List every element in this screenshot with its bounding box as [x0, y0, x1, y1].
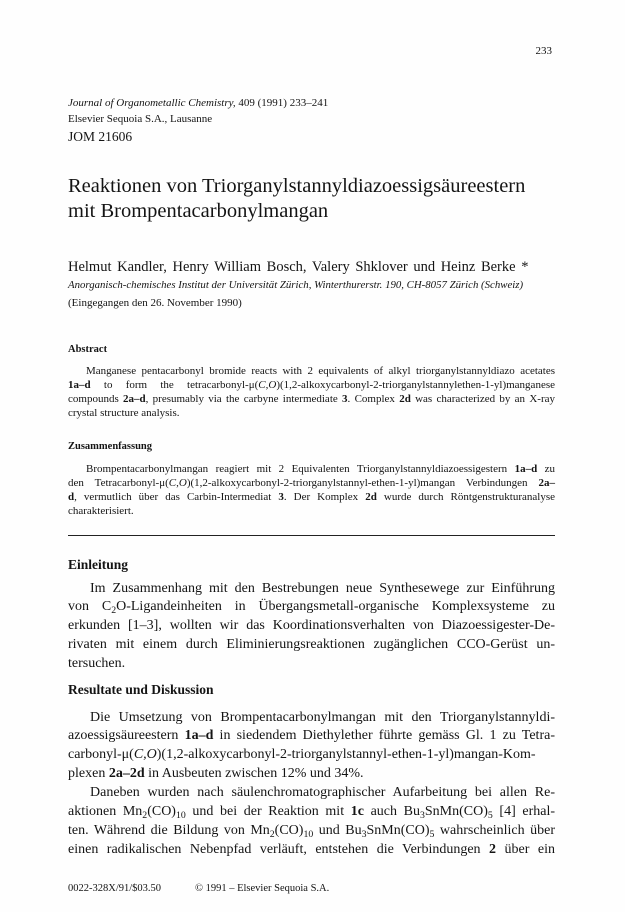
text-line [68, 406, 555, 420]
text-run: in Ausbeuten zwischen 12% und 34%. [144, 766, 364, 782]
paragraph [68, 580, 555, 674]
text-run: plexen [68, 766, 109, 782]
journal-citation [68, 95, 555, 111]
text-run: O-Ligandeinheiten in Übergangsmetall-organische Komplexsysteme zu [116, 599, 556, 615]
subscript: 5 [487, 809, 493, 821]
text-run: (CO) [274, 822, 304, 838]
text-run: [4] erhal- [492, 803, 555, 819]
text-run: Daneben wurden nach säulenchromatographischer Aufarbeitung bei allen Re- [90, 784, 555, 800]
received-date: (Eingegangen den 26. November 1990) [68, 297, 242, 309]
text-line [68, 476, 555, 490]
paragraph [68, 364, 555, 420]
text-run: und Bu [313, 822, 362, 838]
text-run: wahrscheinlich über [434, 822, 556, 838]
text-run: . Der Komplex [283, 491, 366, 503]
text-run: , vermutlich über das Carbin-Intermediat [74, 491, 279, 503]
section-divider [68, 535, 555, 536]
text-run: wurde durch Röntgenstrukturanalyse [376, 491, 555, 503]
text-line [68, 784, 555, 803]
einleitung-body [68, 580, 555, 674]
text-run: und bei der Reaktion mit [185, 803, 351, 819]
text-run: SnMn(CO) [424, 803, 488, 819]
text-line [68, 765, 555, 784]
paragraph [68, 462, 555, 518]
text-line [68, 746, 555, 765]
text-line [68, 378, 555, 392]
italic-text: C,O [133, 747, 157, 763]
text-run: )(1,2-alkoxycarbonyl-2-triorganylstannyl-ethen-1-yl)mangan-Kom- [156, 747, 536, 763]
text-run: (CO) [147, 803, 176, 819]
compound-number: 3 [278, 491, 284, 503]
abstract-body [68, 364, 555, 420]
subscript: 2 [142, 809, 148, 821]
compound-number: 1a–d [68, 379, 91, 391]
title-line: Reaktionen von Triorganylstannyldiazoessigsäureestern [68, 175, 526, 197]
text-line [68, 841, 555, 860]
text-run: von C [68, 599, 112, 615]
compound-number: 1a–d [514, 463, 538, 475]
text-line [68, 364, 555, 378]
text-line [68, 655, 555, 674]
subscript: 2 [111, 605, 117, 617]
text-run: Im Zusammenhang mit den Bestrebungen neue Synthesewege zur Einführung [90, 580, 555, 596]
subscript: 5 [429, 828, 435, 840]
compound-number: 2a–d [123, 393, 146, 405]
text-run: crystal structure analysis. [68, 407, 180, 419]
text-run: compounds [68, 393, 123, 405]
text-run: rivaten mit einem durch Eliminierungsreaktionen zugänglichen CCO-Gerüst un- [68, 637, 555, 653]
text-run: über ein [496, 841, 555, 857]
text-line [68, 462, 555, 476]
text-run: Brompentacarbonylmangan reagiert mit 2 Equivalenten Triorganylstannyldiazoessigestern [86, 463, 515, 475]
subscript: 3 [361, 828, 367, 840]
text-line [68, 822, 555, 841]
footer-issn-price: 0022-328X/91/$03.50 [68, 883, 162, 894]
text-run: Die Umsetzung von Brompentacarbonylmangan mit den Triorganylstannyldi- [90, 709, 555, 725]
text-run: Manganese pentacarbonyl bromide reacts with 2 equivalents of alkyl triorganylstannyldiazo acetates [86, 365, 555, 377]
text-line [68, 617, 555, 636]
article-code: JOM 21606 [68, 129, 133, 144]
text-run: tersuchen. [68, 655, 126, 671]
author-list: Helmut Kandler, Henry William Bosch, Valery Shklover und Heinz Berke * [68, 259, 529, 275]
text-line [68, 504, 555, 518]
text-run: azoessigsäureestern [68, 728, 185, 744]
compound-number: 1a–d [184, 728, 214, 744]
paragraph [68, 784, 555, 859]
text-line [68, 598, 555, 617]
zusammenfassung-heading: Zusammenfassung [68, 441, 153, 452]
publisher-line: Elsevier Sequoia S.A., Lausanne [68, 113, 213, 125]
compound-number: d [68, 491, 75, 503]
text-run: charakterisiert. [68, 505, 134, 517]
compound-number: 1c [350, 803, 364, 819]
text-run: einen radikalischen Nebenpfad verläuft, entstehen die Verbindungen [68, 841, 490, 857]
text-line [68, 803, 555, 822]
italic-text: C,O [168, 477, 187, 489]
compound-number: 2a–2d [108, 766, 145, 782]
text-run: to form the tetracarbonyl-μ( [90, 379, 259, 391]
compound-number: 2 [489, 841, 497, 857]
italic-text: C,O [258, 379, 277, 391]
compound-number: 2a– [538, 477, 555, 489]
compound-number: 3 [342, 393, 348, 405]
text-line [68, 392, 555, 406]
section-heading-resultate: Resultate und Diskussion [68, 682, 214, 697]
page-number: 233 [535, 45, 552, 57]
section-heading-einleitung: Einleitung [68, 557, 129, 572]
resultate-body [68, 709, 555, 860]
text-run: )(1,2-alkoxycarbonyl-2-triorganylstannylethen-1-yl)manganese [276, 379, 555, 391]
text-run: , presumably via the carbyne intermediate [145, 393, 343, 405]
italic-text: Journal of Organometallic Chemistry, [68, 97, 236, 109]
text-run: zu [537, 463, 555, 475]
text-run: aktionen Mn [68, 803, 143, 819]
zusammenfassung-body [68, 462, 555, 518]
compound-number: 2d [399, 393, 411, 405]
text-line [68, 490, 555, 504]
text-run: carbonyl-μ( [68, 747, 134, 763]
title-line: mit Brompentacarbonylmangan [68, 200, 329, 222]
text-run: den Tetracarbonyl-μ( [68, 477, 169, 489]
text-run: . Complex [347, 393, 400, 405]
subscript: 2 [269, 828, 275, 840]
subscript: 10 [303, 828, 314, 840]
paragraph [68, 709, 555, 784]
compound-number: 2d [365, 491, 377, 503]
abstract-heading: Abstract [68, 344, 108, 355]
text-run: was characterized by an X-ray [410, 393, 555, 405]
subscript: 10 [175, 809, 186, 821]
text-run: erkunden [1–3], wollten wir das Koordinationsverhalten von Diazoessigester-De- [68, 618, 555, 634]
text-line [68, 709, 555, 728]
article-title [68, 174, 555, 224]
text-run: ten. Während die Bildung von Mn [68, 822, 270, 838]
author-affiliation: Anorganisch-chemisches Institut der Universität Zürich, Winterthurerstr. 190, CH-8057 Zürich (Schweiz) [68, 279, 524, 291]
text-line [68, 636, 555, 655]
text-run: SnMn(CO) [366, 822, 430, 838]
text-run: )(1,2-alkoxycarbonyl-2-triorganylstannyl-ethen-1-yl)mangan Verbindungen [186, 477, 539, 489]
text-run: auch Bu [363, 803, 420, 819]
text-run: 409 (1991) 233–241 [235, 97, 329, 109]
footer-copyright: © 1991 – Elsevier Sequoia S.A. [195, 883, 330, 894]
text-line [68, 727, 555, 746]
subscript: 3 [419, 809, 425, 821]
text-run: in siedendem Diethylether führte gemäss Gl. 1 zu Tetra- [213, 728, 555, 744]
text-line [68, 580, 555, 599]
